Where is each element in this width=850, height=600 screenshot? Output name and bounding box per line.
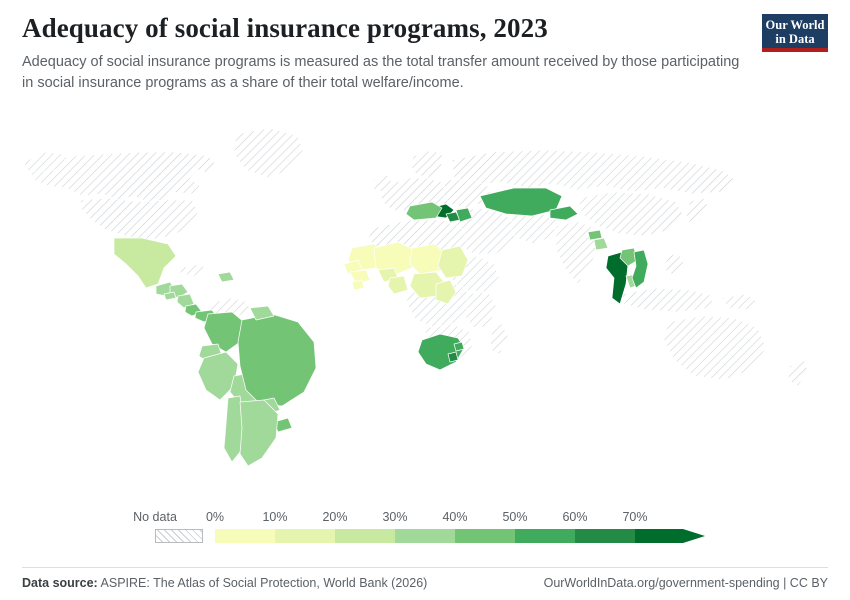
country-madagascar[interactable] (490, 324, 508, 354)
footer-source-label: Data source: (22, 576, 98, 590)
country-cuba[interactable] (180, 264, 208, 276)
legend-tick-5: 50% (502, 510, 528, 524)
country-iran[interactable] (510, 212, 556, 244)
country-bangladesh[interactable] (594, 238, 608, 250)
country-new-zealand[interactable] (788, 360, 808, 386)
world-map-svg[interactable] (22, 108, 828, 478)
legend-tick-labels (133, 510, 715, 526)
header (22, 14, 828, 94)
legend-swatch-1[interactable] (275, 529, 335, 543)
legend-swatch-6[interactable] (575, 529, 635, 543)
country-argentina[interactable] (240, 400, 278, 466)
country-mexico[interactable] (114, 238, 176, 288)
country-ghana[interactable] (388, 276, 408, 294)
country-papua-new-guinea[interactable] (722, 294, 758, 310)
legend-tick-4: 40% (442, 510, 468, 524)
legend-swatch-5[interactable] (515, 529, 575, 543)
owid-logo-line2: in Data (775, 32, 815, 46)
footer (22, 567, 828, 590)
country-usa[interactable] (80, 198, 198, 240)
country-russia[interactable] (452, 150, 738, 194)
country-sierra-leone[interactable] (352, 280, 364, 290)
legend-tick-6: 60% (562, 510, 588, 524)
country-scandinavia[interactable] (410, 150, 444, 178)
legend-arrow-icon (683, 529, 713, 543)
footer-source (22, 576, 427, 590)
legend-tick-3: 30% (382, 510, 408, 524)
country-japan[interactable] (686, 196, 708, 224)
footer-source-text: ASPIRE: The Atlas of Social Protection, World Bank (2026) (100, 576, 428, 590)
legend-swatch-4[interactable] (455, 529, 515, 543)
page-title: Adequacy of social insurance programs, 2023 (22, 13, 548, 43)
legend-tick-7: 70% (622, 510, 648, 524)
legend-no-data-label: No data (133, 510, 177, 524)
country-greenland[interactable] (234, 128, 304, 178)
legend-swatch-3[interactable] (395, 529, 455, 543)
country-brazil[interactable] (238, 314, 316, 406)
country-indonesia[interactable] (622, 288, 714, 312)
country-eswatini[interactable] (454, 342, 464, 351)
country-dominican-republic[interactable] (218, 272, 234, 282)
legend-color-scale[interactable] (215, 529, 715, 543)
legend-tick-2: 20% (322, 510, 348, 524)
legend-tick-1: 10% (262, 510, 288, 524)
country-east-africa[interactable] (466, 292, 496, 330)
owid-logo-line1: Our World (765, 18, 825, 32)
legend-bar[interactable] (155, 529, 715, 545)
legend-swatch-2[interactable] (335, 529, 395, 543)
footer-attribution[interactable]: OurWorldInData.org/government-spending | CC BY (543, 576, 828, 590)
country-lesotho[interactable] (448, 352, 458, 362)
legend-swatch-0[interactable] (215, 529, 275, 543)
world-map[interactable] (22, 108, 828, 478)
map-legend (133, 510, 715, 545)
country-philippines[interactable] (666, 252, 684, 276)
country-australia[interactable] (664, 316, 766, 380)
legend-swatch-7[interactable] (635, 529, 683, 543)
legend-no-data-swatch[interactable] (155, 529, 203, 543)
page-subtitle: Adequacy of social insurance programs is measured as the total transfer amount received by those participating in social insurance programs as a share of their total welfare/income. (22, 53, 740, 91)
country-south-africa[interactable] (418, 334, 464, 370)
country-vietnam[interactable] (632, 250, 648, 288)
legend-tick-0: 0% (205, 510, 225, 524)
owid-logo[interactable] (762, 14, 828, 52)
